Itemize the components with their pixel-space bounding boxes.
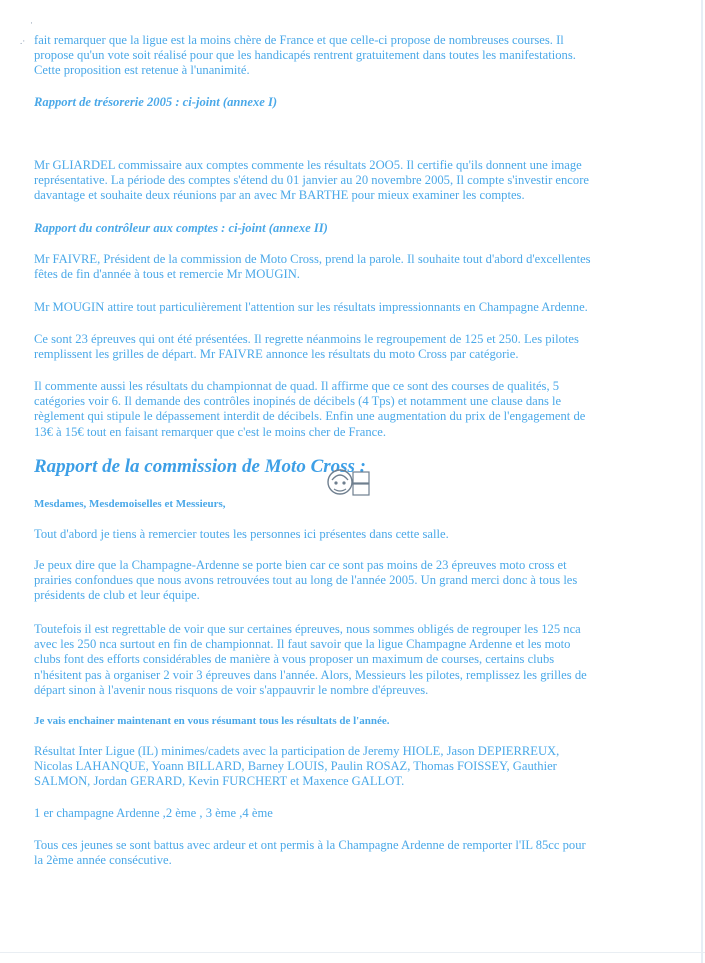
text-line: Mr MOUGIN attire tout particulièrement l'attention sur les résultats impressionnants en Champagne Ardenne.: [34, 300, 588, 314]
text-line: présidents de club et leur équipe.: [34, 588, 200, 603]
scan-speck: ·: [30, 18, 33, 28]
controleur-heading: Rapport du contrôleur aux comptes : ci-joint (annexe II): [34, 221, 328, 235]
scan-speck: .·: [20, 36, 26, 46]
text-line: règlement qui stipule le dépassement interdit de décibels. Enfin une augmentation du prix de l'engagement de: [34, 409, 586, 424]
text-line: fait remarquer que la ligue est la moins chère de France et que celle-ci propose de nombreuses courses. Il: [34, 33, 564, 47]
gliardel-paragraph: [34, 158, 664, 204]
merci-paragraph: [34, 527, 664, 542]
jeunes-paragraph: [34, 838, 664, 868]
text-line: davantage et souhaite deux réunions par an avec Mr BARTHE pour mieux examiner les comptes.: [34, 188, 525, 203]
inter-ligue-paragraph: [34, 744, 664, 790]
text-line: fêtes de fin d'année à tous et remercie Mr MOUGIN.: [34, 267, 300, 282]
text-line: catégories voir 6. Il demande des contrôles inopinés de décibels (4 Tps) et notamment une clause dans le: [34, 394, 562, 409]
text-line: représentative. La période des comptes s'étend du 01 janvier au 20 novembre 2005, Il compte s'investir encore: [34, 173, 589, 188]
text-line: avec les 250 nca surtout en fin de championnat. Il faut savoir que la ligue Champagne Ardenne et les moto: [34, 637, 571, 652]
classement-line: [34, 806, 664, 821]
tresorerie-heading: Rapport de trésorerie 2005 : ci-joint (annexe I): [34, 95, 278, 109]
text-line: Toutefois il est regrettable de voir que sur certaines épreuves, nous sommes obligés de regrouper les 125 nca: [34, 622, 581, 636]
text-line: remplissent les grilles de départ. Mr FAIVRE annonce les résultats du moto Cross par catégorie.: [34, 347, 519, 362]
text-line: 13€ à 15€ tout en faisant remarquer que c'est le moins cher de France.: [34, 424, 386, 439]
epreuves-paragraph: [34, 332, 664, 362]
intro-paragraph: [34, 33, 664, 79]
resultats-heading: Je vais enchainer maintenant en vous résumant tous les résultats de l'année.: [34, 715, 390, 727]
text-line: Je peux dire que la Champagne-Ardenne se porte bien car ce sont pas moins de 23 épreuves moto cross et: [34, 558, 567, 572]
text-line: la 2ème année consécutive.: [34, 853, 172, 868]
text-line: Ce sont 23 épreuves qui ont été présentées. Il regrette néanmoins le regroupement de 125 et 250. Les pilotes: [34, 332, 579, 346]
quad-paragraph: [34, 379, 664, 440]
text-line: clubs font des efforts considérables de manière à vous proposer un maximum de courses, certains clubs: [34, 652, 555, 667]
regrettable-paragraph: [34, 622, 664, 698]
text-line: Mr GLIARDEL commissaire aux comptes commente les résultats 2OO5. Il certifie qu'ils donnent une image: [34, 158, 582, 172]
text-line: Il commente aussi les résultats du championnat de quad. Il affirme que ce sont des courses de qualités, 5: [34, 379, 560, 393]
text-line: Cette proposition est retenue à l'unanimité.: [34, 63, 250, 78]
text-line: propose qu'un vote soit réalisé pour que les handicapés rentrent gratuitement dans toutes les manifestations.: [34, 48, 576, 63]
text-line: Tout d'abord je tiens à remercier toutes les personnes ici présentes dans cette salle.: [34, 527, 449, 541]
faivre-paragraph: [34, 252, 664, 282]
text-line: départ sinon à l'avenir nous risquons de voir s'appauvrir le nombre d'épreuves.: [34, 682, 429, 697]
text-line: Nicolas LAHANQUE, Yoann BILLARD, Barney LOUIS, Paulin ROSAZ, Thomas FOISSEY, Gauthier: [34, 759, 557, 774]
text-line: SALMON, Jordan GERARD, Kevin FURCHERT et Maxence GALLOT.: [34, 774, 405, 789]
salutation: Mesdames, Mesdemoiselles et Messieurs,: [34, 498, 226, 510]
scan-edge: [701, 0, 703, 963]
page-bottom-divider: [0, 952, 705, 953]
mougin-paragraph: [34, 300, 664, 315]
text-line: prairies confondues que nous avons retrouvées tout au long de l'année 2005. Un grand merci donc à tous les: [34, 573, 578, 588]
text-line: Mr FAIVRE, Président de la commission de Moto Cross, prend la parole. Il souhaite tout d'abord d'excellentes: [34, 252, 591, 266]
text-line: 1 er champagne Ardenne ,2 ème , 3 ème ,4 ème: [34, 806, 273, 820]
text-line: Tous ces jeunes se sont battus avec ardeur et ont permis à la Champagne Ardenne de remporter l'IL 85cc pour: [34, 838, 586, 852]
club-stamp-logo: [320, 466, 378, 500]
text-line: n'hésitent pas à organiser 2 voir 3 épreuves dans l'année. Alors, Messieurs les pilotes, remplissez les grilles de: [34, 667, 587, 682]
text-line: Résultat Inter Ligue (IL) minimes/cadets avec la participation de Jeremy HIOLE, Jason DEPIERREUX,: [34, 744, 560, 758]
champagne-paragraph: [34, 558, 664, 604]
commission-title: Rapport de la commission de Moto Cross :: [34, 456, 366, 477]
